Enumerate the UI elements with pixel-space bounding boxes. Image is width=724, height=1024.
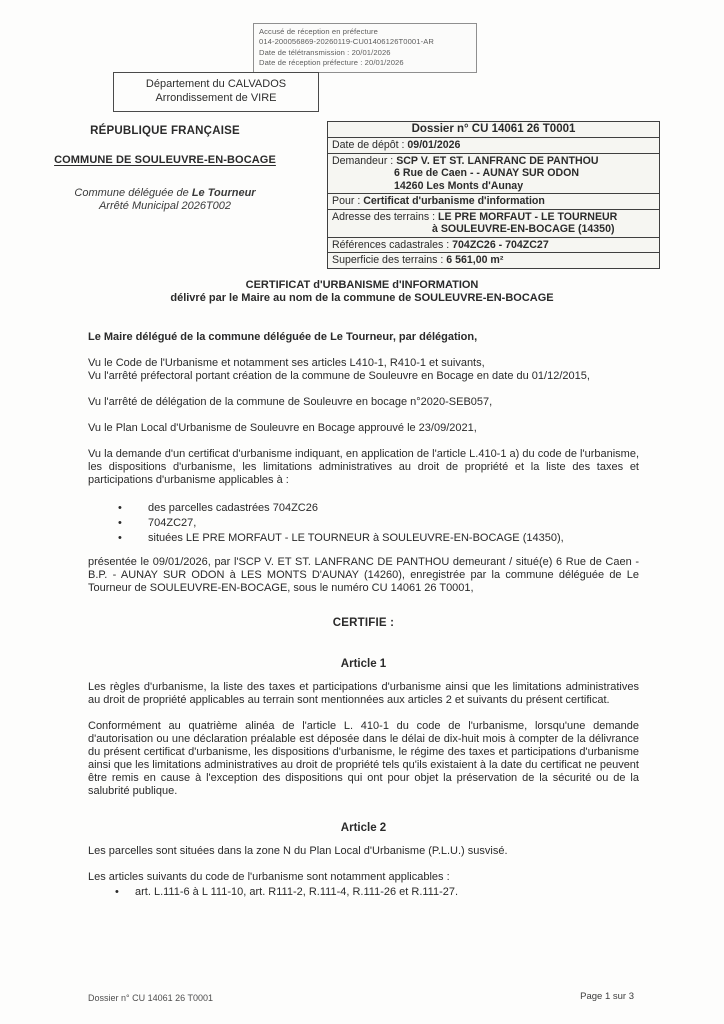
row-label: Références cadastrales : xyxy=(332,238,450,251)
commune-title: COMMUNE DE SOULEUVRE-EN-BOCAGE xyxy=(54,154,276,166)
article-2-heading: Article 2 xyxy=(340,822,387,834)
commune-deleguee-prefix: Commune déléguée de xyxy=(74,187,192,199)
demandeur-city-line: 14260 Les Monts d'Aunay xyxy=(394,179,524,192)
row-label: Pour : xyxy=(332,195,361,207)
intro-paragraph: Le Maire délégué de la commune déléguée de Le Tourneur, par délégation, xyxy=(88,331,478,343)
row-value: 704ZC26 - 704ZC27 xyxy=(452,238,549,251)
stamp-line-reference: 014-200056869-20260119-CU01406126T0001-AR xyxy=(259,37,434,47)
list-item-parcelle-2: • 704ZC27, xyxy=(88,516,639,531)
row-label: Superficie des terrains : xyxy=(332,254,444,266)
document-body xyxy=(88,331,639,899)
demandeur-address-line: 6 Rue de Caen - - AUNAY SUR ODON xyxy=(394,167,580,179)
row-value: LE PRE MORFAUT - LE TOURNEUR xyxy=(438,210,618,223)
document-title-line2: délivré par le Maire au nom de la commune de SOULEUVRE-EN-BOCAGE xyxy=(170,292,554,304)
row-value: Certificat d'urbanisme d'information xyxy=(363,195,545,207)
row-label: Adresse des terrains : xyxy=(332,210,436,223)
article-2-paragraph-1: Les parcelles sont situées dans la zone N du Plan Local d'Urbanisme (P.L.U.) susvisé. xyxy=(88,845,508,857)
commune-deleguee-line xyxy=(40,187,290,199)
stamp-line-teletransmission-date: Date de télétransmission : 20/01/2026 xyxy=(259,47,391,57)
parcelles-list xyxy=(88,501,639,546)
table-row-references-cadastrales xyxy=(328,238,659,254)
vu-block-1 xyxy=(88,357,639,383)
vu-arrete-delegation: Vu l'arrêté de délégation de la commune de Souleuvre en bocage n°2020-SEB057, xyxy=(88,396,493,408)
row-value: 6 561,00 m² xyxy=(446,254,504,266)
document-title-line1: CERTIFICAT d'URBANISME d'INFORMATION xyxy=(245,279,479,291)
vu-code-urbanisme: Vu le Code de l'Urbanisme et notamment ses articles L410-1, R410-1 et suivants, xyxy=(88,357,485,369)
arrete-municipal: Arrêté Municipal 2026T002 xyxy=(98,200,232,212)
table-row-adresse-terrains xyxy=(328,210,659,238)
article-1-paragraph-2: Conformément au quatrième alinéa de l'article L. 410-1 du code de l'urbanisme, lorsqu'une demande d'autorisation ou une déclaration préalable est déposée dans le délai de dix-huit mois à compter de la délivrance du présent certificat d'urbanisme, les dispositions d'urbanisme, le régime des taxes et participations d'urbanisme ainsi que les limitations administratives au droit de propriété tels qu'ils existaient à la date du certificat ne peuvent être remis en cause à l'exception des dispositions qui ont pour objet la préservation de la sécurité ou de la salubrité publique. xyxy=(88,720,639,797)
commune-deleguee-name: Le Tourneur xyxy=(191,187,256,199)
table-row-demandeur xyxy=(328,154,659,195)
row-label: Date de dépôt : xyxy=(332,139,405,151)
prefecture-receipt-stamp xyxy=(253,23,477,73)
vu-arrete-prefectoral: Vu l'arrêté préfectoral portant création de la commune de Souleuvre en Bocage en date du 01/12/2015, xyxy=(88,370,590,382)
table-row-pour xyxy=(328,194,659,210)
document-title xyxy=(0,279,724,305)
commune-header-block xyxy=(40,125,290,212)
presentee-paragraph: présentée le 09/01/2026, par l'SCP V. ET ST. LANFRANC DE PANTHOU demeurant / situé(e) 6 Rue de Caen - B.P. - AUNAY SUR ODON à LES MONTS D'AUNAY (14260), enregistrée par la commune déléguée de Le Tourneur de SOULEUVRE-EN-BOCAGE, sous le numéro CU 14061 26 T0001, xyxy=(88,556,639,594)
row-value: SCP V. ET ST. LANFRANC DE PANTHOU xyxy=(396,154,599,167)
dossier-number-header: Dossier n° CU 14061 26 T0001 xyxy=(328,122,659,138)
republique-title: RÉPUBLIQUE FRANÇAISE xyxy=(90,125,240,137)
dossier-table xyxy=(327,121,660,269)
list-item-parcelle-1: • des parcelles cadastrées 704ZC26 xyxy=(88,501,639,516)
vu-plu: Vu le Plan Local d'Urbanisme de Souleuvre en Bocage approuvé le 23/09/2021, xyxy=(88,422,477,434)
arrondissement-name: Arrondissement de VIRE xyxy=(155,92,277,105)
list-item-articles-code: • art. L.111-6 à L 111-10, art. R111-2, R.111-4, R.111-26 et R.111-27. xyxy=(88,885,639,899)
department-name: Département du CALVADOS xyxy=(145,78,287,90)
table-row-date-depot xyxy=(328,138,659,154)
footer-dossier-number: Dossier n° CU 14061 26 T0001 xyxy=(88,993,214,1003)
footer-page-number: Page 1 sur 3 xyxy=(580,991,634,1002)
stamp-line-title: Accusé de réception en préfecture xyxy=(259,27,378,36)
certifie-heading: CERTIFIE : xyxy=(332,617,395,629)
row-value: 09/01/2026 xyxy=(407,139,461,151)
row-label: Demandeur : xyxy=(332,154,394,167)
department-box xyxy=(113,72,319,112)
article-1-paragraph-1: Les règles d'urbanisme, la liste des taxes et participations d'urbanisme ainsi que les limitations administratives au droit de propriété applicables au terrain sont mentionnées aux articles 2 et suivants du présent certificat. xyxy=(88,681,639,706)
list-item-parcelle-location: • situées LE PRE MORFAUT - LE TOURNEUR à SOULEUVRE-EN-BOCAGE (14350), xyxy=(88,531,639,546)
article-1-heading: Article 1 xyxy=(340,658,387,670)
article-2-paragraph-2: Les articles suivants du code de l'urbanisme sont notamment applicables : xyxy=(88,871,450,883)
vu-demande-paragraph: Vu la demande d'un certificat d'urbanisme indiquant, en application de l'article L.410-1 a) du code de l'urbanisme, les dispositions d'urbanisme, les limitations administratives au droit de propriété et la liste des taxes et participations d'urbanisme applicables à : xyxy=(88,448,639,486)
table-row-superficie xyxy=(328,253,659,268)
stamp-line-reception-date: Date de réception préfecture : 20/01/2026 xyxy=(259,57,404,67)
terrain-commune-line: à SOULEUVRE-EN-BOCAGE (14350) xyxy=(432,223,615,235)
articles-applicables-list xyxy=(88,885,639,899)
